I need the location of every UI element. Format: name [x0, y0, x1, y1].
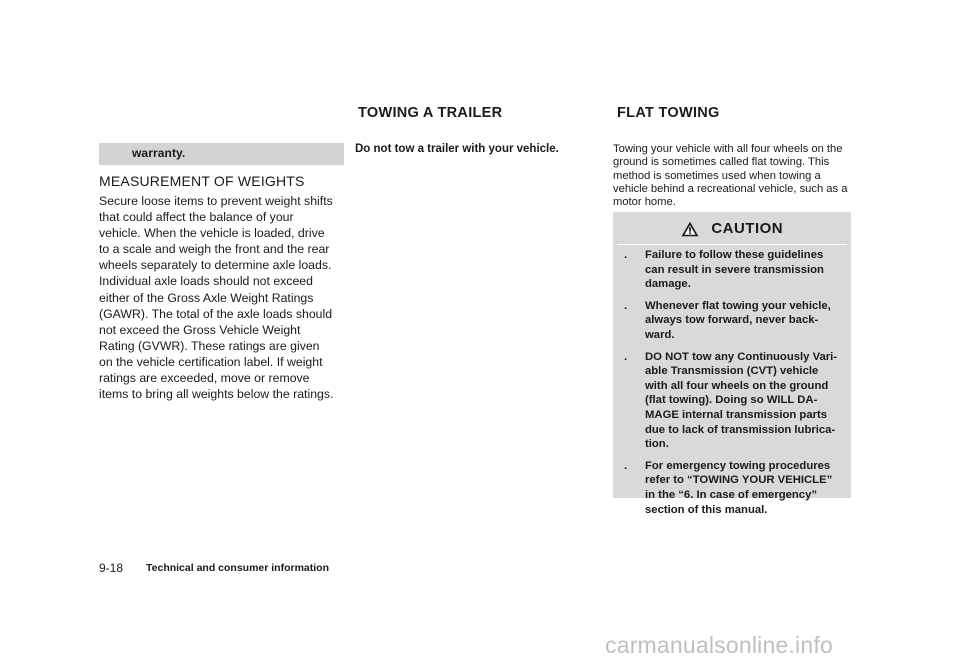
caution-line: damage. — [645, 278, 691, 291]
flat-towing-heading: FLAT TOWING — [617, 105, 720, 121]
caution-item — [613, 459, 851, 517]
warranty-text: warranty. — [132, 146, 186, 160]
caution-line: in the “6. In case of emergency” — [645, 488, 818, 501]
caution-header — [613, 220, 851, 242]
warranty-continuation-box — [99, 143, 344, 165]
paragraph-line: that could affect the balance of your — [99, 210, 294, 225]
caution-line: DO NOT tow any Continuously Vari- — [645, 350, 838, 363]
paragraph-line: motor home. — [613, 196, 676, 209]
bullet: . — [624, 249, 628, 261]
caution-line: always tow forward, never back- — [645, 314, 819, 327]
caution-line: refer to “TOWING YOUR VEHICLE” — [645, 474, 833, 487]
paragraph-line: on the vehicle certification label. If weight — [99, 354, 323, 369]
caution-line: able Transmission (CVT) vehicle — [645, 365, 819, 378]
caution-line: ward. — [645, 328, 675, 341]
paragraph-line: Towing your vehicle with all four wheels on the — [613, 143, 843, 155]
watermark: carmanualsonline.info — [605, 632, 833, 658]
paragraph-line: ground is sometimes called flat towing. This — [613, 156, 830, 169]
caution-line: (flat towing). Doing so WILL DA- — [645, 394, 818, 407]
caution-box — [613, 212, 851, 516]
caution-line: MAGE internal transmission parts — [645, 408, 828, 421]
caution-list — [613, 248, 851, 524]
caution-title: CAUTION — [711, 220, 784, 238]
caution-divider — [617, 244, 847, 245]
paragraph-line: ratings are exceeded, move or remove — [99, 371, 310, 386]
caution-line: section of this manual. — [645, 503, 768, 516]
flat-towing-paragraph — [613, 143, 851, 209]
paragraph-line: to a scale and weigh the front and the rear — [99, 242, 330, 257]
caution-line: with all four wheels on the ground — [645, 379, 829, 392]
page-number: 9-18 — [99, 561, 124, 575]
caution-item — [613, 350, 851, 452]
towing-a-trailer-heading: TOWING A TRAILER — [358, 105, 503, 121]
measurement-paragraph — [99, 193, 345, 402]
trailer-warning-text: Do not tow a trailer with your vehicle. — [355, 143, 559, 155]
measurement-of-weights-heading: MEASUREMENT OF WEIGHTS — [99, 173, 305, 189]
paragraph-line: items to bring all weights below the ratings. — [99, 387, 334, 402]
paragraph-line: Rating (GVWR). These ratings are given — [99, 338, 320, 353]
paragraph-line: vehicle behind a recreational vehicle, such as a — [613, 182, 848, 195]
bullet: . — [624, 459, 628, 472]
paragraph-line: vehicle. When the vehicle is loaded, drive — [99, 226, 325, 241]
paragraph-line: Individual axle loads should not exceed — [99, 274, 313, 289]
paragraph-line: (GAWR). The total of the axle loads should — [99, 306, 333, 321]
caution-line: For emergency towing procedures — [645, 459, 831, 472]
paragraph-line: not exceed the Gross Vehicle Weight — [99, 322, 301, 337]
paragraph-line: Secure loose items to prevent weight shifts — [99, 194, 333, 208]
chapter-title: Technical and consumer information — [146, 562, 330, 574]
caution-line: tion. — [645, 438, 669, 451]
caution-line: Failure to follow these guidelines — [645, 249, 824, 261]
warning-triangle-icon — [681, 221, 699, 237]
bullet: . — [624, 350, 628, 363]
paragraph-line: either of the Gross Axle Weight Ratings — [99, 290, 314, 305]
caution-item — [613, 248, 851, 292]
caution-line: Whenever flat towing your vehicle, — [645, 299, 831, 312]
paragraph-line: method is sometimes used when towing a — [613, 169, 821, 182]
caution-line: can result in severe transmission — [645, 263, 824, 276]
caution-line: due to lack of transmission lubrica- — [645, 423, 836, 436]
caution-item — [613, 299, 851, 343]
paragraph-line: wheels separately to determine axle loads. — [99, 258, 332, 273]
bullet: . — [624, 299, 628, 312]
